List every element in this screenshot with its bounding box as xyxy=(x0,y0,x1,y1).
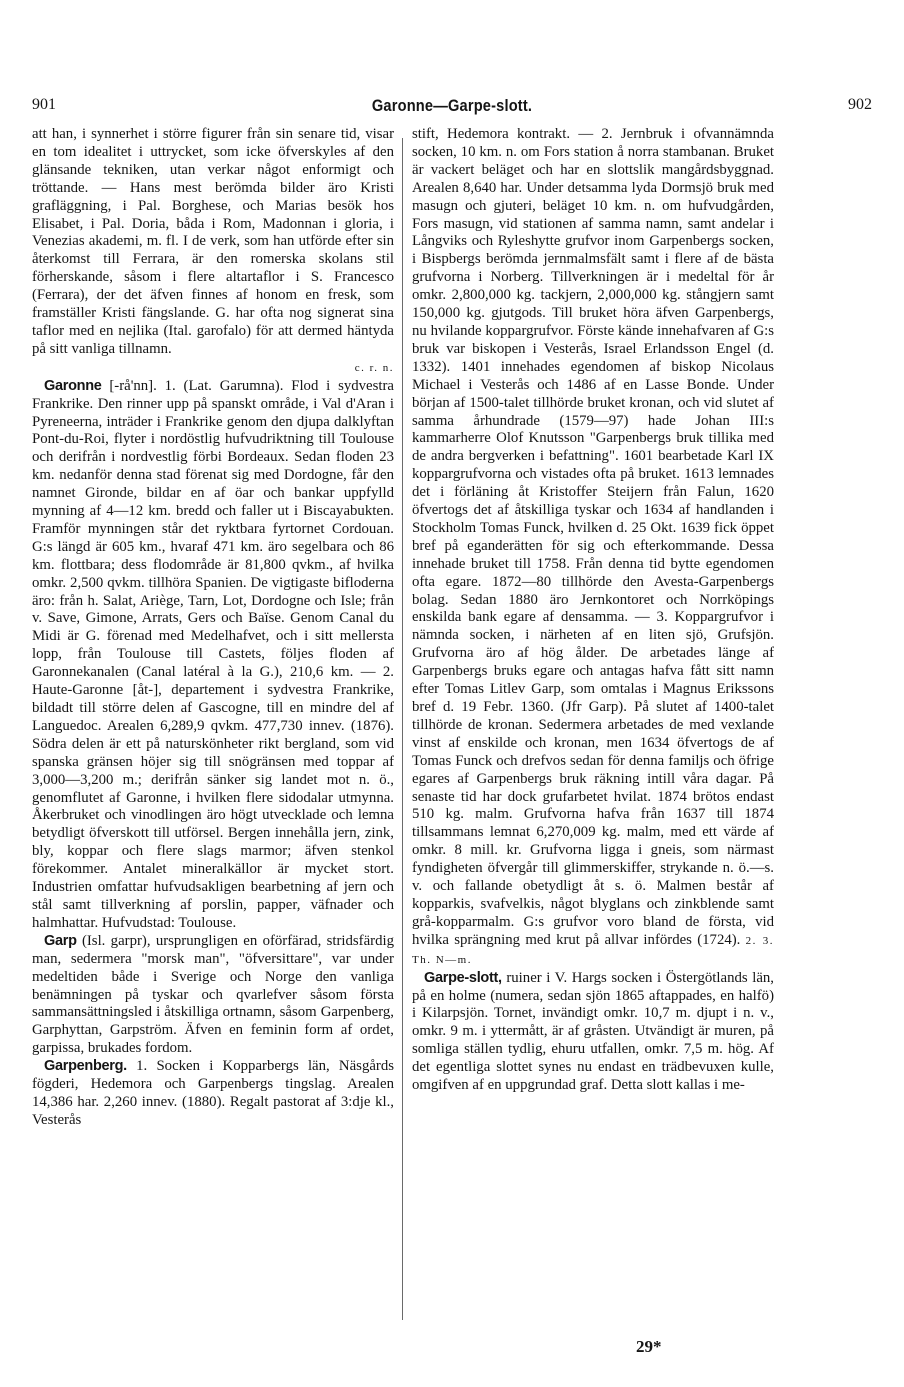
continued-paragraph: att han, i synnerhet i större figurer från sin senare tid, visar en tom idealitet i uttrycket, som icke öfverskyles af den glänsande tekniken, utan verkar något enformigt och tröttande. — Hans mest berömda bilder äro Kristi grafläggning, i Pal. Borghese, och Marias besök hos Elisabet, i Pal. Doria, båda i Rom, Madonnan i gloria, i Venezias akademi, m. fl. I de verk, som han utförde efter sin återkomst till Ferrara, är den romerska skolans stil förherskande, såsom i flere altartaflor i S. Francesco (Ferrara), der det äfven finnes af honom en fresk, som framställer Kristi fängslande. G. har ofta nog signerat sina taflor med en nejlika (Ital. garofalo) för att dermed häntyda på sitt vanliga tillnamn. xyxy=(32,126,394,357)
entry-garp xyxy=(32,933,394,1058)
column-divider xyxy=(402,138,403,1320)
continued-paragraph: stift, Hedemora kontrakt. — 2. Jernbruk i ofvannämnda socken, 10 km. n. om Fors station å norra stambanan. Bruket är vackert beläget och har en slottslik mangårdsbyggnad. Arealen 8,640 har. Under detsamma lyda Dormsjö bruk med masugn och gjuteri, beläget 10 km. n. om hufvudgården, Fors masugn, vid stationen af samma namn, samt andelar i Långviks och Ryleshytte grufvor inom Garpenbergs socken, i Bispbergs berömda jernmalmsfält samt i flere af de bästa grufvorna i Norberg. Tillverkningen är i medeltal för år omkr. 2,800,000 kg. tackjern, 2,000,000 kg. stångjern samt 150,000 kg. gjutgods. Till bruket höra äfven Garpenbergs, nu hvilande koppargrufvor. Förste kände innehafvaren af G:s bruk var biskopen i Vesterås, Israel Erlandsson Engel (d. 1332). 1401 innehades egendomen af biskop Nicolaus Michael i Vesterås och 1486 af en Lasse Bonde. Under början af 1500-talet tillhörde bruket kronan, och vid slutet af samma århundrade (1579—97) hade Johan III:s kammarherre Olof Knutsson "Garpenbergs bruk tillika med de andra bergverken i befattning". 1601 bearbetade Karl IX koppargrufvorna och vistades ofta på bruket. 1613 lemnades det i förläning åt Kristoffer Steijern från Falun, 1620 öfvertogs det af åtskilliga tyskar och 1634 af handlanden i Stockholm Tomas Funck, hvilken d. 25 Okt. 1639 fick öppet bref på eganderätten för sig och efterkommande. Dessa innehade bruket till 1758. Från denna tid bytte egendomen ofta egare. 1872—80 tillhörde den Avesta-Garpenbergs bolag. Sedan 1880 äro Jernkontoret och Norrköpings enskilda bank egare af densamma. — 3. Koppargrufvor i nämnda socken, i närheten af en liten sjö, Grufsjön. Grufvorna äro af hög ålder. De arbetades länge af Garpenbergs bruks egare och antagas hafva fått sitt namn efter Tomas Litlev Garp, som omtalas i Magnus Erikssons bref d. 19 Febr. 1360. (Jfr Garp). På slutet af 1400-talet tillhörde de kronan. Sedermera arbetades de med vexlande vinst af enskilde och kronan, men 1634 öfvertogs de af Tomas Funck och drefvos sedan för denna familjs och öfrige egares af Garpenbergs bruk räkning intill våra dagar. På senaste tid har dock grufarbetet hvilat. 1874 brötos endast 510 kg. malm. Grufvorna hafva från 1637 till 1874 tillsammans lemnat 6,270,009 kg. malm, med ett värde af omkr. 8 mill. kr. Grufvorna ligga i gneis, som närmast fyndigheten öfvergår till glimmerskiffer, strykande n. ö.—s. v. och fallande obetydligt åt s. ö. Malmen består af kopparkis, svafvelkis, något blyglans och zinkblende samt grå-kopparmalm. G:s grufvor voro bland de första, vid hvilka sprängning med krut på allvar infördes (1724). 2. 3. Th. N—m. xyxy=(412,126,774,966)
entry-garpenberg xyxy=(32,1058,394,1130)
author-signature: c. r. n. xyxy=(354,361,394,374)
headword-garp: Garp xyxy=(44,932,77,949)
author-signature: 2. 3. Th. N—m. xyxy=(412,934,774,966)
right-column xyxy=(412,126,774,1364)
left-column xyxy=(32,126,394,1364)
headword-garonne: Garonne xyxy=(44,377,102,394)
headword-garpenberg: Garpenberg. xyxy=(44,1058,127,1075)
entry-text: 1. Socken i Kopparbergs län, Näsgårds fögderi, Hedemora och Garpenbergs tingslag. Arealen 14,386 har. 2,260 innev. (1880). Regalt pastorat af 3:dje kl., Vesterås xyxy=(32,1058,394,1128)
entry-garpe-slott xyxy=(412,970,774,1095)
signature-mark: 29* xyxy=(636,1337,662,1356)
running-header xyxy=(32,96,872,118)
headword-garpe-slott: Garpe-slott, xyxy=(424,969,502,986)
page-number-left: 901 xyxy=(32,96,56,113)
entry-text: ruiner i V. Hargs socken i Östergötlands län, på en holme (numera, sedan sjön 1865 aftappades, en halfö) i Kilarpsjön. Tornet, invändigt omkr. 10,7 m. djupt i n. v., omkr. 9 m. i yttermått, är af gråsten. Utvändigt är muren, på somliga ställen tydlig, ehuru utfallen, omkr. 7,5 m. hög. Af det egentliga slottet synes nu endast en trädbevuxen kulle, omgifven af en uppgrundad graf. Detta slott kallas i me- xyxy=(412,969,774,1094)
entry-text: (Isl. garpr), ursprungligen en oförfärad, stridsfärdig man, sedermera "morsk man", "öfversittare", var under medeltiden både i Sverige och Norge den vanliga benämningen på tyskar och qvarlefver såsom första sammansättningsled i åtskilliga ortnamn, såsom Garpenberg, Garphyttan, Garpström. Äfven en feminin form af ordet, garpissa, brukades fordom. xyxy=(32,932,394,1057)
entry-garonne xyxy=(32,378,394,933)
entry-text: [-rå'nn]. 1. (Lat. Garumna). Flod i sydvestra Frankrike. Den rinner upp på spanskt område, i Val d'Aran i Pyreneerna, inträder i Frankrike genom den djupa dalklyftan Pont-du-Roi, flyter i nordöstlig hufvudriktning till Toulouse och derifrån i nordvestlig förbi Bordeaux. Sedan floden 23 km. nedanför denna stad förenat sig med Dordogne, får den namnet Gironde, bildar en af öar och bankar uppfylld mynning af 4—12 km. bredd och faller ut i Biscayabukten. Framför mynningen står det ryktbara fyrtornet Cordouan. G:s längd är 605 km., hvaraf 471 km. äro segelbara och 86 km. flottbara; dess flodområde är 81,800 qvkm., af hvilka omkr. 2,500 qvkm. tillhöra Spanien. De vigtigaste bifloderna äro: från h. Salat, Ariège, Tarn, Lot, Dordogne och Isle; från v. Save, Gimone, Arrats, Gers och Baïse. Genom Canal du Midi är G. förenad med Medelhafvet, och i sitt mellersta lopp, från Toulouse till Castets, följes floden af Garonnekanalen (Canal latéral à la G.), 210,6 km. — 2. Haute-Garonne [åt-], departement i sydvestra Frankrike, bildadt till större delen af Gascogne, till en mindre del af Languedoc. Arealen 6,289,9 qvkm. 477,730 innev. (1876). Södra delen är ett på naturskönheter rikt bergland, som vid spanska gränsen höjer sig till snögränsen med toppar af 3,000—3,200 m.; derifrån sänker sig landet mot n. ö., genomflutet af Garonne, i hvilken flere sidodalar utmynna. Åkerbruket och vinodlingen äro högt utvecklade och lemna betydligt öfverskott till utförsel. Bergen innehålla jern, zink, bly, koppar och flere slags marmor; äfven stenkol förekommer. Antalet mineralkällor är mycket stort. Industrien omfattar hufvudsakligen bearbetning af jern och stål samt tillverkning af porslin, papper, väfnader och halmhattar. Hufvudstad: Toulouse. xyxy=(32,377,394,931)
page-number-right: 902 xyxy=(848,96,872,113)
running-title: Garonne—Garpe-slott. xyxy=(371,96,533,115)
